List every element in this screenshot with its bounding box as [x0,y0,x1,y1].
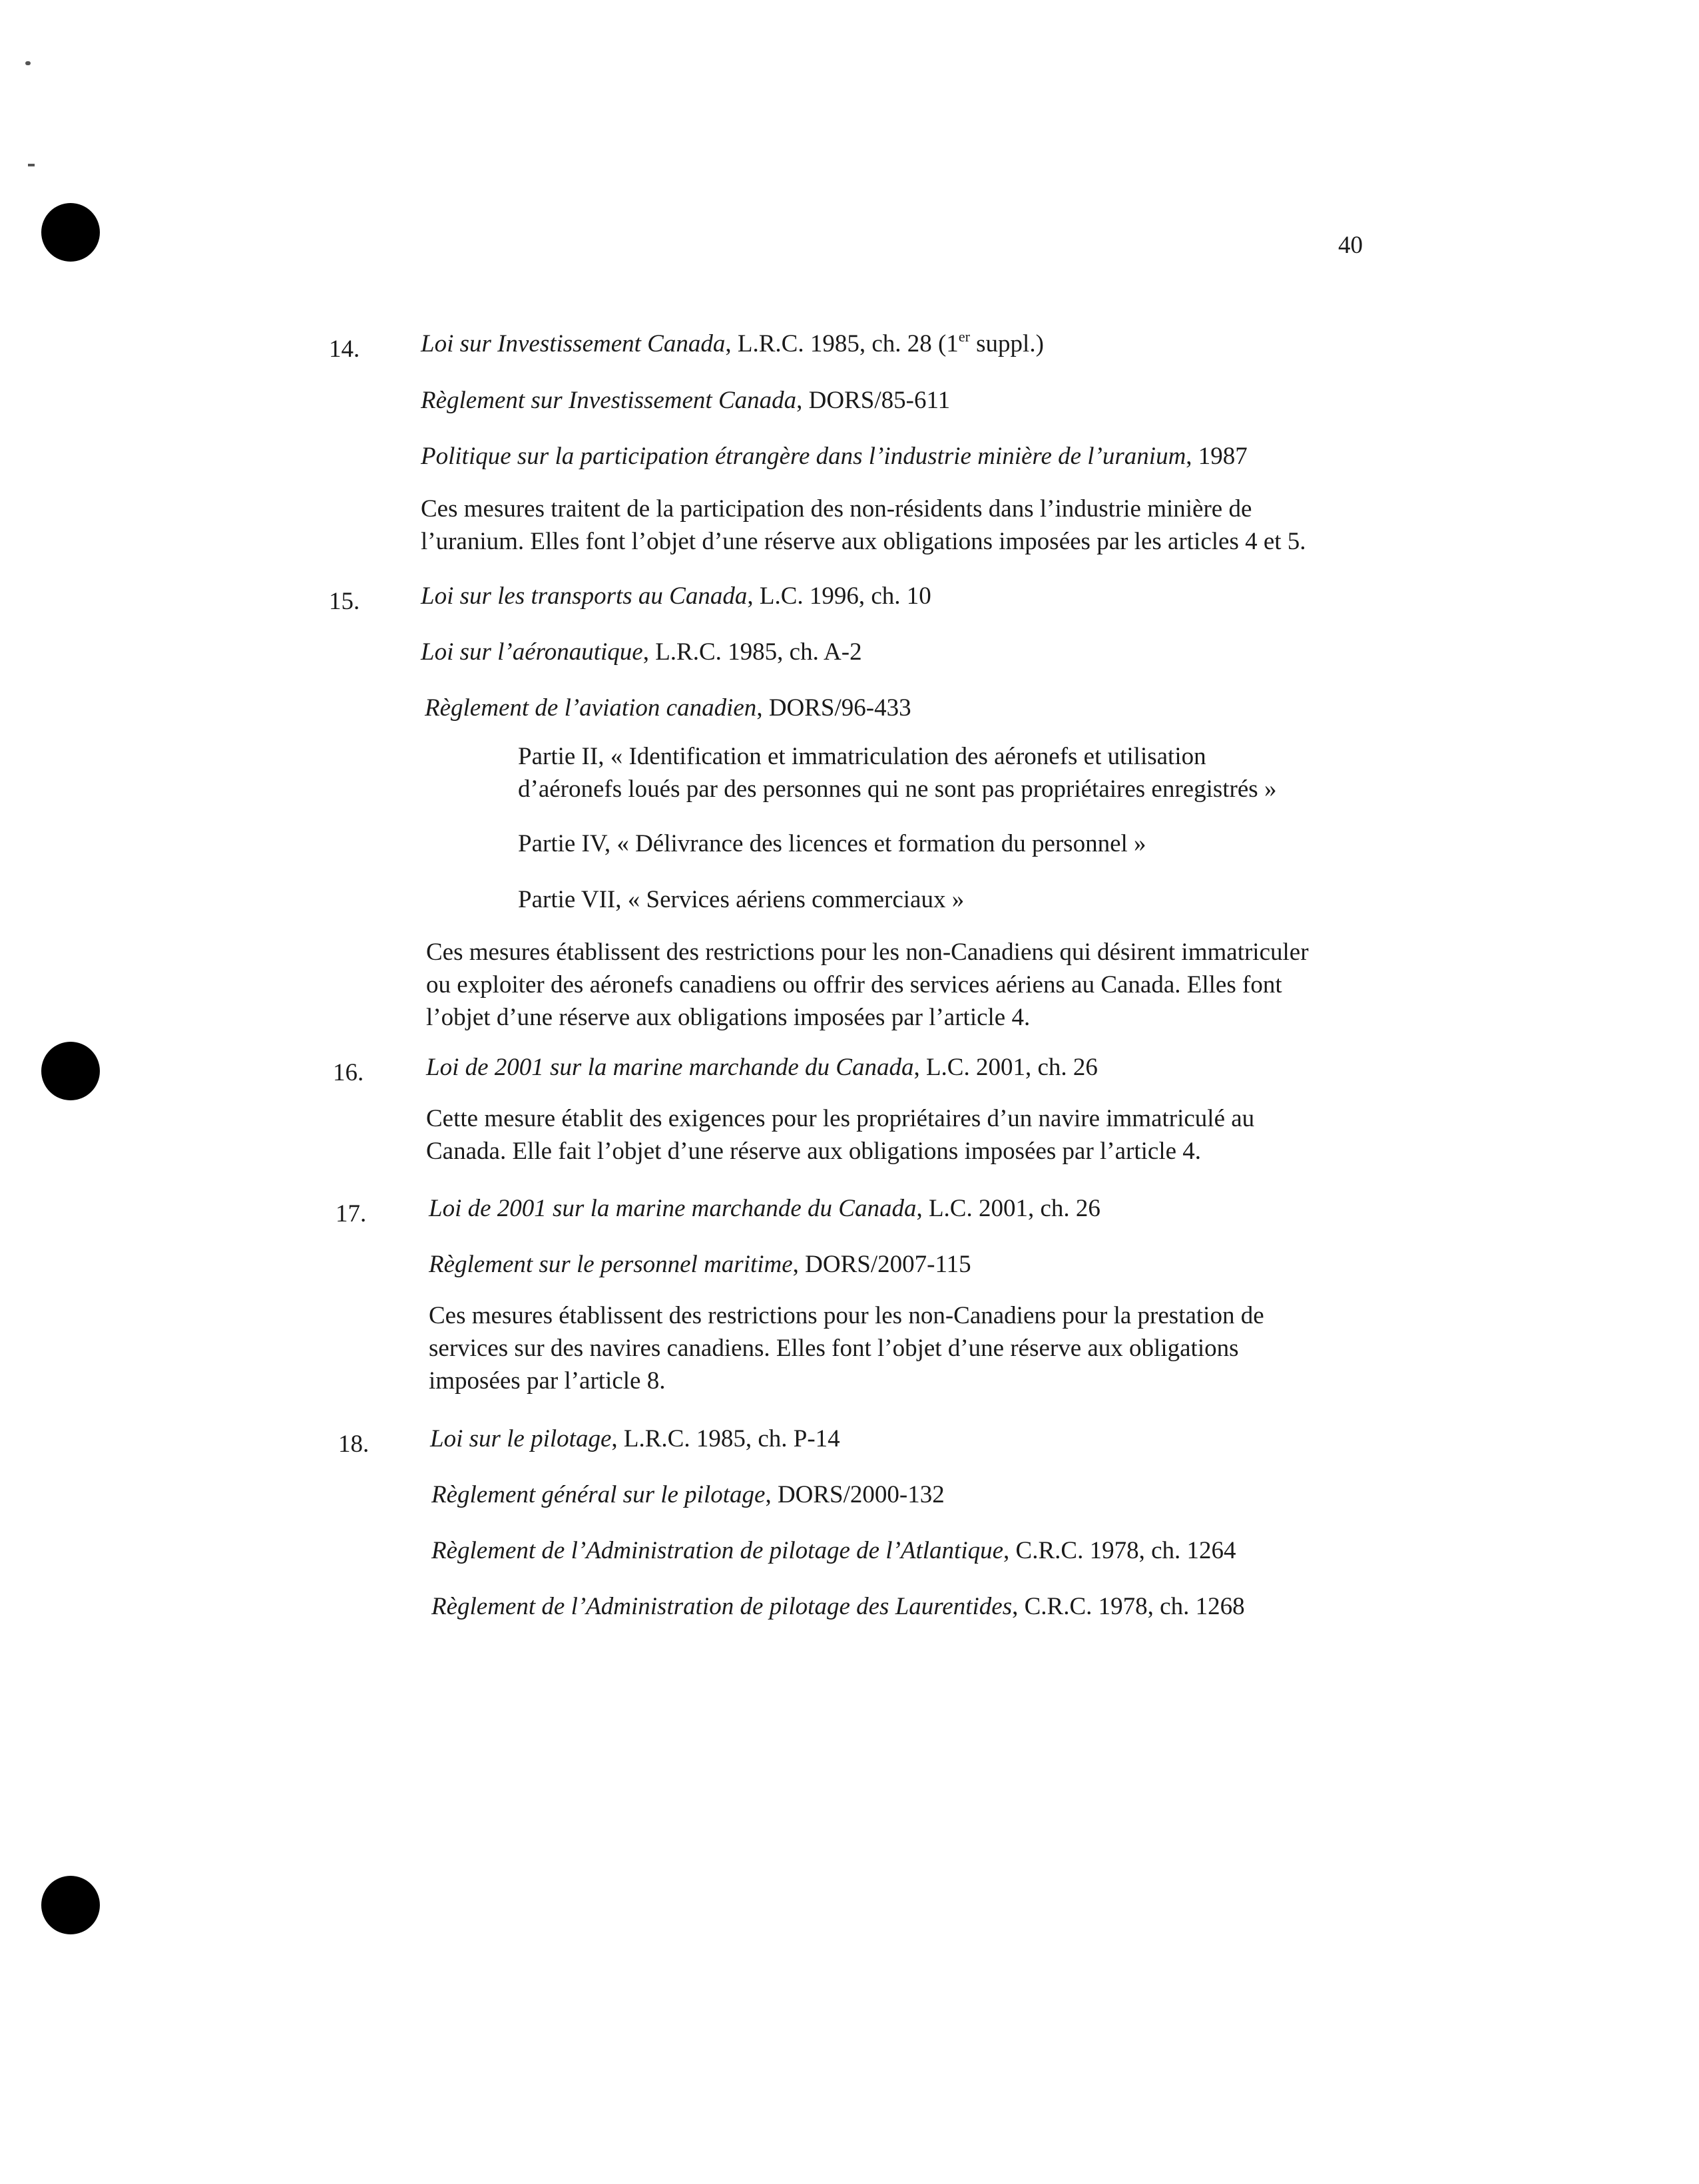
reference-superscript: er [958,328,970,345]
reference-line [421,442,1248,471]
reference-line [421,329,1044,359]
reference-citation: , DORS/2007-115 [792,1251,971,1278]
reference-citation: , DORS/2000-132 [765,1481,945,1508]
regulation-part [518,740,1276,805]
page-number: 40 [1338,232,1363,259]
reference-citation: , DORS/96-433 [756,694,911,722]
paragraph-line: l’objet d’une réserve aux obligations imposées par l’article 4. [426,1004,1031,1031]
paragraph-line: Ces mesures établissent des restrictions pour les non-Canadiens pour la prestation de [429,1302,1264,1329]
reference-title: Loi de 2001 sur la marine marchande du Canada [429,1195,917,1222]
reference-citation: , L.C. 2001, ch. 26 [916,1195,1100,1222]
reference-line [421,386,950,415]
section-paragraph [421,493,1306,558]
reference-title: Règlement de l’Administration de pilotage des Laurentides [431,1593,1013,1620]
reference-title: Règlement sur Investissement Canada [421,387,797,414]
reference-citation: , C.R.C. 1978, ch. 1268 [1012,1593,1245,1620]
paragraph-line: Canada. Elle fait l’objet d’une réserve aux obligations imposées par l’article 4. [426,1138,1202,1165]
punch-hole-bottom [41,1876,100,1934]
reference-title: Loi sur l’aéronautique [421,638,643,666]
reference-line [429,1194,1100,1223]
paragraph-line: imposées par l’article 8. [429,1367,666,1395]
part-line: d’aéronefs loués par des personnes qui ne sont pas propriétaires enregistrés » [518,775,1277,803]
reference-citation: , L.C. 1996, ch. 10 [747,582,931,610]
reference-line [430,1424,840,1454]
reference-title: Loi sur les transports au Canada [421,582,748,610]
reference-citation: , L.R.C. 1985, ch. 28 (1 [725,330,959,357]
punch-hole-middle [41,1042,100,1100]
reference-citation: , 1987 [1186,443,1248,470]
reference-line [421,638,862,667]
reference-line [431,1592,1245,1622]
reference-citation-end: suppl.) [969,330,1044,357]
reference-citation: , L.C. 2001, ch. 26 [913,1054,1098,1081]
scan-speck [28,164,35,166]
reference-title: Loi sur le pilotage [430,1425,612,1452]
reference-line [431,1480,945,1510]
part-line: Partie II, « Identification et immatriculation des aéronefs et utilisation [518,743,1206,770]
section-number: 14. [329,335,360,363]
section-number: 16. [333,1059,364,1086]
paragraph-line: Ces mesures traitent de la participation des non-résidents dans l’industrie minière de [421,495,1252,523]
paragraph-line: ou exploiter des aéronefs canadiens ou offrir des services aériens au Canada. Elles font [426,971,1282,998]
reference-line [429,1250,971,1279]
paragraph-line: l’uranium. Elles font l’objet d’une réserve aux obligations imposées par les articles 4 et 5. [421,528,1306,555]
scan-speck [25,61,31,65]
reference-line [421,582,931,611]
reference-citation: , L.R.C. 1985, ch. A-2 [642,638,862,666]
reference-title: Règlement de l’aviation canadien [425,694,757,722]
reference-title: Règlement général sur le pilotage [431,1481,766,1508]
section-number: 15. [329,588,360,615]
reference-line [426,1053,1098,1082]
reference-title: Règlement de l’Administration de pilotage de l’Atlantique [431,1537,1004,1564]
reference-citation: , L.R.C. 1985, ch. P-14 [611,1425,840,1452]
reference-title: Règlement sur le personnel maritime [429,1251,793,1278]
paragraph-line: services sur des navires canadiens. Elles font l’objet d’une réserve aux obligations [429,1335,1239,1362]
reference-citation: , C.R.C. 1978, ch. 1264 [1003,1537,1236,1564]
paragraph-line: Cette mesure établit des exigences pour les propriétaires d’un navire immatriculé au [426,1105,1255,1132]
reference-line [431,1536,1236,1566]
reference-title: Loi sur Investissement Canada [421,330,726,357]
reference-line [425,694,911,723]
punch-hole-top [41,203,100,262]
reference-title: Loi de 2001 sur la marine marchande du Canada [426,1054,914,1081]
reference-citation: , DORS/85-611 [796,387,951,414]
section-number: 17. [336,1200,367,1227]
section-paragraph [429,1299,1264,1397]
reference-title: Politique sur la participation étrangère dans l’industrie minière de l’uranium [421,443,1186,470]
section-number: 18. [338,1430,369,1458]
regulation-part: Partie IV, « Délivrance des licences et formation du personnel » [518,830,1146,857]
regulation-part: Partie VII, « Services aériens commerciaux » [518,886,965,913]
section-paragraph [426,936,1309,1034]
paragraph-line: Ces mesures établissent des restrictions pour les non-Canadiens qui désirent immatriculer [426,939,1309,966]
section-paragraph [426,1102,1254,1168]
